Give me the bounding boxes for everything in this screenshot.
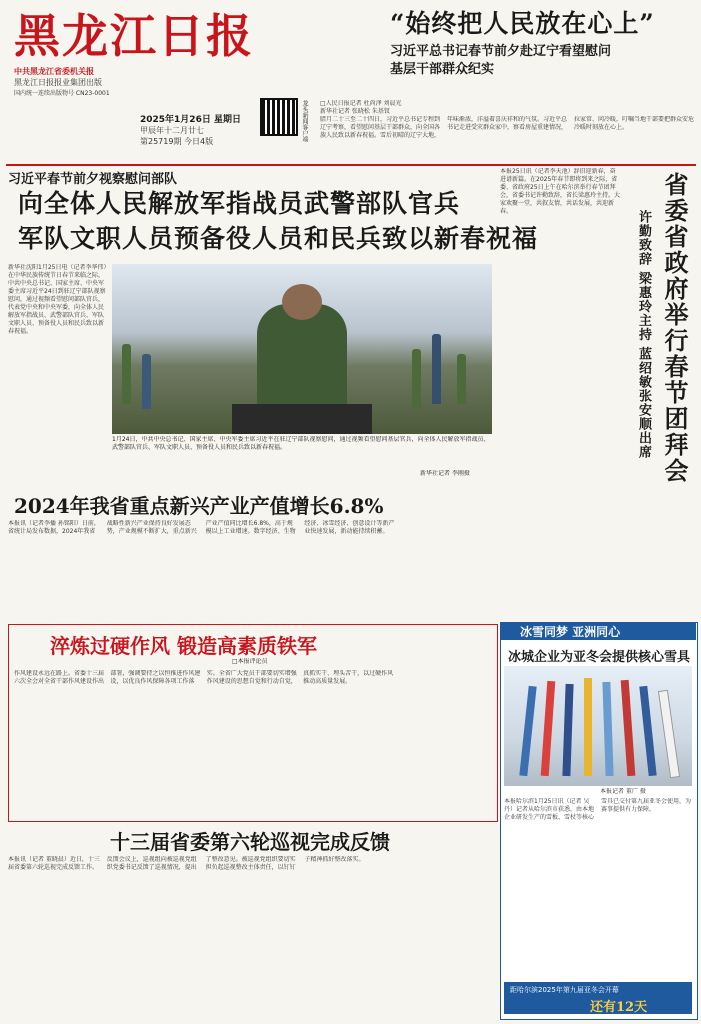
qr-label: 龙头新闻客户端 [301, 100, 308, 142]
issue-weekday: 星期日 [213, 115, 241, 125]
lead-photo-credit: 新华社记者 李刚摄 [420, 470, 470, 477]
winter-photo [504, 666, 692, 786]
winter-banner: 冰雪同梦 亚洲同心 [520, 625, 621, 639]
inspection-headline: 十三届省委第六轮巡视完成反馈 [110, 830, 390, 854]
masthead-title: 黑龙江日报 [14, 9, 254, 63]
countdown-prefix: 距哈尔滨2025年第九届亚冬会开幕 [510, 986, 619, 994]
top-story-subhead-1: 习近平总书记春节前夕赴辽宁看望慰问 [390, 44, 612, 59]
inspection-body: 本报讯（记者 董晓晨）近日，十三届省委第六轮巡视完成反馈工作。反馈会议上，巡视组向被巡视党组织党委书记反馈了巡视情况，提出了整改意见。被巡视党组织要切实担负起巡视整改主体责任，以钉钉子精神抓好整改落实。 [8, 856, 365, 871]
qr-code-icon [262, 100, 296, 134]
lunar-date: 甲辰年十二月廿七 [140, 126, 204, 135]
issue-date: 2025年1月26日 [140, 115, 211, 125]
top-story-byline: □人民日报记者 杜尚泽 刘晨光 新华社记者 张晓松 朱基钗 [320, 100, 402, 115]
top-story-headline: “始终把人民放在心上” [390, 9, 655, 38]
lead-body: 新华社沈阳1月25日电（记者李华伟）在中华民族传统节日春节来临之际，中共中央总书记、国家主席、中央军委主席习近平24日到驻辽宁部队视察慰问，通过视频看望慰问部队官兵，代表党中央和中央军委，向全体人民解放军指战员、武警部队官兵、军队文职人员、预备役人员和民兵致以新春祝福。 [8, 264, 107, 335]
lead-photo [112, 264, 492, 434]
editorial-headline: 淬炼过硬作风 锻造高素质铁军 [50, 634, 317, 658]
countdown-days: 还有12天 [590, 1000, 648, 1015]
winter-headline: 冰城企业为亚冬会提供核心雪具 [508, 650, 691, 665]
industry-headline: 2024年我省重点新兴产业产值增长6.8% [14, 494, 384, 518]
editorial-byline: □本报评论员 [232, 658, 268, 665]
right-story-body: 本报25日讯（记者李天池）辞旧迎新春，奋进谱新篇。在2025年春节即将到来之际，省委、省政府25日上午在哈尔滨举行春节团拜会，省委书记许勤致辞，省长梁惠玲主持。大家欢聚一堂，共叙友情，共话发展，共迎新春。 [500, 168, 620, 215]
publisher: 黑龙江日报报业集团出版 [14, 78, 102, 87]
top-story-subhead-2: 基层干部群众纪实 [390, 62, 495, 77]
editorial-body: 作风建设永远在路上。省委十三届六次全会对全省干部作风建设作出部署，强调要持之以恒推进作风建设，以优良作风保障各项工作落实。全省广大党员干部要切实增强作风建设的思想自觉和行动自觉，真抓实干、埋头苦干，以过硬作风推动高质量发展。 [14, 670, 394, 685]
right-story-headline: 省委省政府举行春节团拜会 [660, 172, 689, 484]
right-story-subhead: 许勤致辞 梁惠玲主持 蓝绍敏张安顺出席 [636, 210, 651, 460]
winter-body: 本报哈尔滨1月25日讯（记者 吴丹）记者从哈尔滨市获悉，由本地企业研发生产的雪板、雪杖等核心雪具已交付第九届亚冬会使用，为赛事提供有力保障。 [504, 798, 692, 821]
masthead [14, 6, 254, 97]
party-org: 中共黑龙江省委机关报 [14, 67, 94, 76]
lead-headline-2: 军队文职人员预备役人员和民兵致以新春祝福 [18, 224, 539, 253]
industry-body: 本报讯（记者李播 孙铭阳）日前，省统计局发布数据，2024年我省战略性新兴产业保持良好发展态势，产业规模不断扩大，重点新兴产业产值同比增长6.8%，高于规模以上工业增速。数字经济、生物经济、冰雪经济、创意设计等新产业快速发展，新动能持续积蓄。 [8, 520, 395, 535]
publication-codes: 国内统一连续出版物号 CN23-0001 [14, 90, 110, 97]
lead-headline-1: 向全体人民解放军指战员武警部队官兵 [18, 189, 461, 218]
lead-caption: 1月24日，中共中央总书记、国家主席、中央军委主席习近平在驻辽宁部队视察慰问，通过视频看望慰问基层官兵，向全体人民解放军指战员、武警部队官兵、军队文职人员、预备役人员和民兵致以新春祝福。 [112, 436, 490, 451]
top-story-body: 腊月二十三至二十四日，习近平总书记专程到辽宁考察，看望慰问基层干部群众，向全国各族人民致以新春祝福。雪后初晴的辽宁大地，年味渐浓，洋溢着喜庆祥和的气氛。习近平总书记走进受灾群众家中，察看房屋重建情况，拉家常、问冷暖，叮嘱当地干部要把群众安危冷暖时刻放在心上。 [320, 116, 695, 139]
issue-info [140, 112, 260, 147]
issue-number: 第25719期 [140, 137, 182, 146]
winter-photo-credit: 本报记者 董广 摄 [600, 788, 646, 795]
page-count: 今日4版 [184, 137, 214, 146]
lead-kicker: 习近平春节前夕视察慰问部队 [8, 172, 178, 187]
divider [6, 164, 696, 166]
